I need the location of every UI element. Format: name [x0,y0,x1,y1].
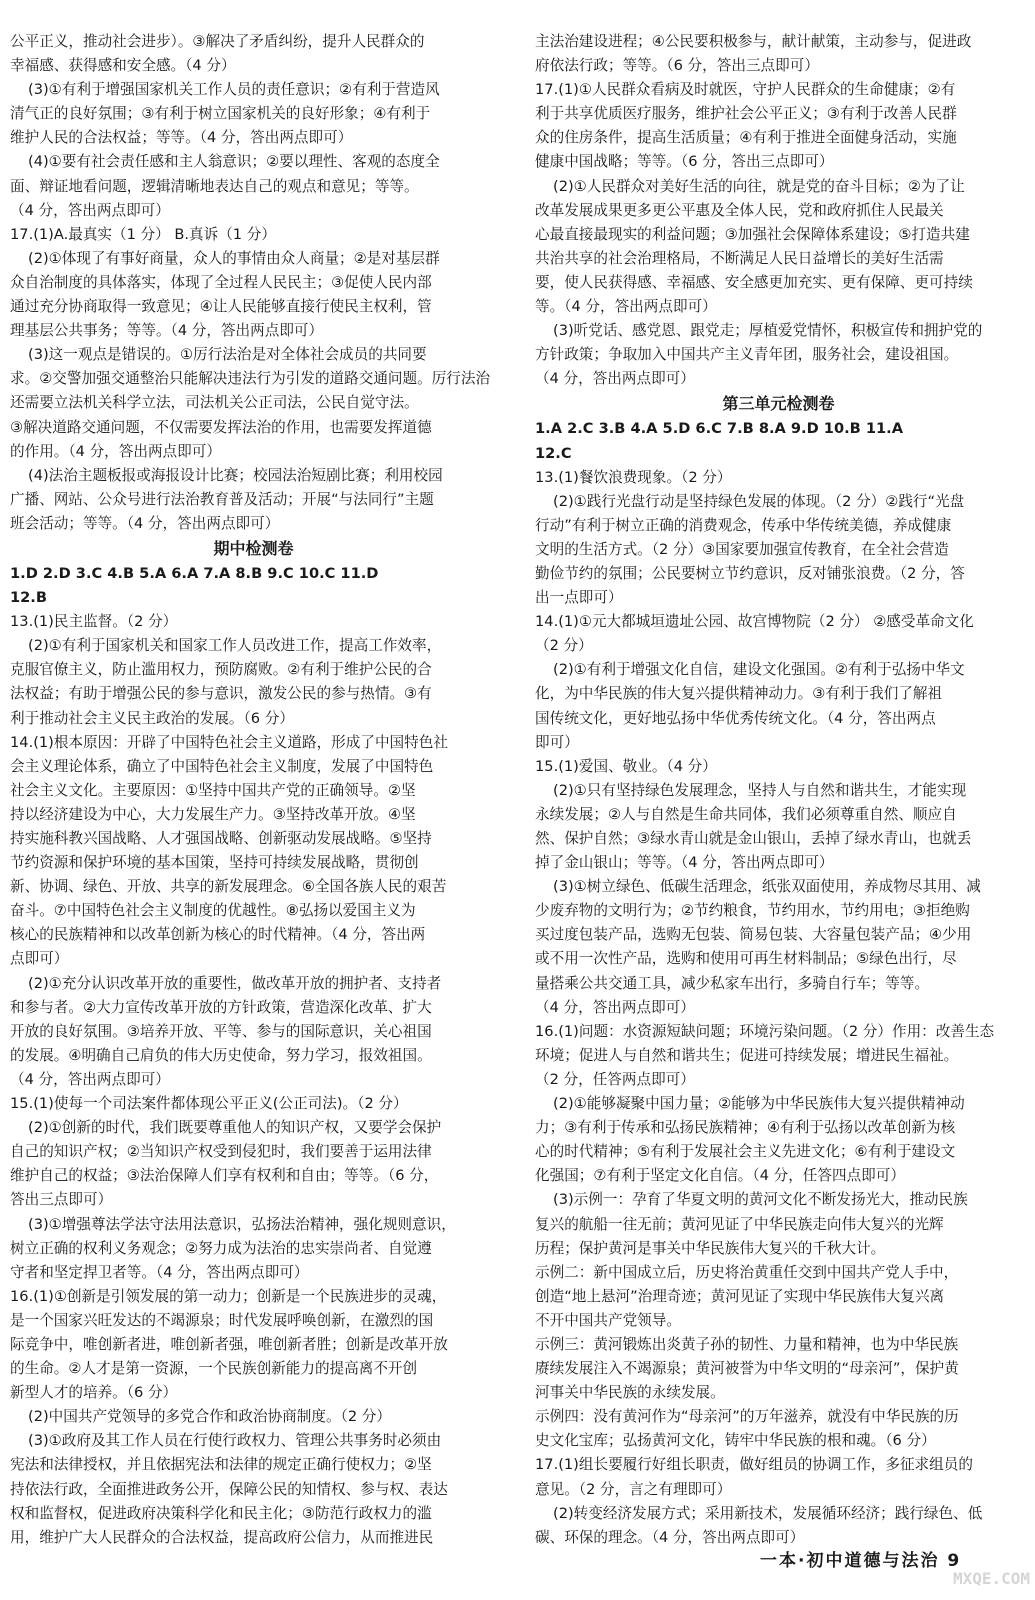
answer-line: (3)①增强尊法学法守法用法意识，弘扬法治精神，强化规则意识， [28,1215,456,1233]
answer-line: (2)①创新的时代，我们既要尊重他人的知识产权，又要学会保护 [28,1119,442,1137]
answer-line: 维护人民的合法权益；等等。（4 分，答出两点即可） [10,129,353,147]
answer-line: 利于共享优质医疗服务，维护社会公平正义；③有利于改善人民群 [535,105,957,123]
answer-line: (3)①有利于增强国家机关工作人员的责任意识；②有利于营造风 [28,81,440,99]
answer-line: 用，维护广大人民群众的合法权益，提高政府公信力，从而推进民 [10,1528,434,1546]
answer-line: (2)①践行光盘行动是坚持绿色发展的体现。（2 分）②践行“光盘 [553,492,965,510]
answer-line: 持依法行政，全面推进政务公开，保障公民的知情权、参与权、表达 [10,1480,448,1498]
answer-line: （4 分，答出两点即可） [10,201,170,219]
answer-line: (3)听党话、感党恩、跟党走；厚植爱党情怀，积极宣传和拥护党的 [553,322,983,340]
answer-line: 克服官僚主义，防止滥用权力，预防腐败。②有利于维护公民的合 [10,661,432,679]
answer-line: 新、协调、绿色、开放、共享的新发展理念。⑥全国各族人民的艰苦 [10,878,447,896]
answer-line: 少废弃物的文明行为；②节约粮食，节约用水，节约用电；③拒绝购 [535,902,970,920]
page-footer: 一本·初中道德与法治 9 [760,1551,962,1571]
answer-key-line: 1.D 2.D 3.C 4.B 5.A 6.A 7.A 8.B 9.C 10.C 11.D [10,564,379,582]
answer-line: 心最直接最现实的利益问题；③加强社会保障体系建设；⑤打造共建 [535,225,970,243]
answer-line: (2)①能够凝聚中国力量；②能够为中华民族伟大复兴提供精神动 [553,1095,965,1113]
answer-line: （4 分，答出两点即可） [10,1070,170,1088]
answer-line: 维护自己的权益；③法治保障人们享有权利和自由；等等。（6 分， [10,1167,439,1185]
answer-line: 13.(1)餐饮浪费现象。（2 分） [535,468,732,486]
answer-line: 心的时代精神；⑤有利于发展社会主义先进文化；⑥有利于建设文 [535,1143,956,1161]
answer-line: 力；③有利于传承和弘扬民族精神；④有利于弘扬以改革创新为核 [535,1119,956,1137]
answer-line: 权和监督权，促进政府决策科学化和民主化；③防范行政权力的滥 [10,1504,432,1522]
answer-line: 开放的良好氛围。③培养开放、平等、参与的国际意识，关心祖国 [10,1022,432,1040]
answer-line: 清气正的良好氛围；③有利于树立国家机关的良好形象；④有利于 [10,105,431,123]
answer-line: 赓续发展注入不竭源泉；黄河被誉为中华文明的“母亲河”，保护黄 [535,1360,959,1378]
answer-line: 守者和坚定捍卫者等。（4 分，答出两点即可） [10,1263,309,1281]
answer-line: 等。（4 分，答出两点即可） [535,298,717,316]
answer-line: 核心的民族精神和以改革创新为核心的时代精神。（4 分，答出两 [10,926,426,944]
answer-line: 树立正确的权利义务观念；②努力成为法治的忠实崇尚者、自觉遵 [10,1239,432,1257]
answer-line: 持实施科教兴国战略、人才强国战略、创新驱动发展战略。⑤坚持 [10,830,432,847]
answer-line: ③解决道路交通问题，不仅需要发挥法治的作用，也需要发挥道德 [10,418,432,436]
answer-line: 文明的生活方式。（2 分）③国家要加强宣传教育，在全社会营造 [535,540,949,558]
answer-line: 16.(1)①创新是引领发展的第一动力；创新是一个民族进步的灵魂， [10,1287,447,1305]
answer-line: (2)①有利于增强文化自信，建设文化强国。②有利于弘扬中华文 [553,661,965,679]
answer-line: 勤俭节约的氛围；公民要树立节约意识，反对铺张浪费。（2 分，答 [535,564,965,582]
answer-line: 公平正义，推动社会进步）。③解决了矛盾纠纷，提升人民群众的 [10,33,425,50]
section-heading: 期中检测卷 [213,538,294,558]
answer-key-line: 12.B [10,589,47,607]
answer-line: 会主义理论体系，确立了中国特色社会主义制度，发展了中国特色 [10,757,434,775]
answer-line: 河事关中华民族的永续发展。 [535,1384,725,1402]
answer-line: 13.(1)民主监督。（2 分） [10,613,178,631]
answer-line: 碳、环保的理念。（4 分，答出两点即可） [535,1528,805,1546]
answer-line: 买过度包装产品，选购无包装、简易包装、大容量包装产品；④少用 [535,926,972,944]
answer-line: 宪法和法律授权，并且依据宪法和法律的规定正确行使权力；②坚 [10,1456,432,1474]
answer-line: (2)中国共产党领导的多党合作和政治协商制度。（2 分） [28,1408,391,1426]
answer-line: 示例二：新中国成立后，历史将治黄重任交到中国共产党人手中， [535,1263,959,1281]
answer-line: 或不用一次性产品，选购和使用可再生材料制品；⑤绿色出行，尽 [535,950,957,968]
left-column [10,30,497,1550]
answer-line: 复兴的航船一往无前；黄河见证了中华民族走向伟大复兴的光辉 [535,1215,944,1233]
answer-line: 示例三：黄河锻炼出炎黄子孙的韧性、力量和精神，也为中华民族 [535,1335,959,1353]
answer-line: 出一点即可） [535,589,623,607]
answer-line: 共治共享的社会治理格局，不断满足人民日益增长的美好生活需 [535,249,944,267]
answer-key-line: 1.A 2.C 3.B 4.A 5.D 6.C 7.B 8.A 9.D 10.B 11.A [535,420,903,438]
answer-line: 要，使人民获得感、幸福感、安全感更加充实、更有保障、更可持续 [535,273,973,291]
answer-line: 17.(1)A.最真实（1 分） B.真诉（1 分） [10,225,276,243]
answer-key-line: 12.C [535,444,572,462]
answer-line: 众自治制度的具体落实，体现了全过程人民民主；③促使人民内部 [10,273,432,291]
section-heading: 第三单元检测卷 [722,394,835,414]
answer-line: 然、保护自然；③绿水青山就是金山银山，丢掉了绿水青山，也就丢 [535,830,972,847]
answer-line: 化，为中华民族的伟大复兴提供精神动力。③有利于我们了解祖 [535,685,943,703]
answer-line: 14.(1)根本原因：开辟了中国特色社会主义道路，形成了中国特色社 [10,733,448,751]
answer-line: 17.(1)①人民群众看病及时就医，守护人民群众的生命健康；②有 [535,81,956,99]
answer-line: (2)①充分认识改革开放的重要性，做改革开放的拥护者、支持者 [28,974,442,992]
answer-line: 奋斗。⑦中国特色社会主义制度的优越性。⑧弘扬以爱国主义为 [10,902,416,920]
answer-line: 主法治建设进程；④公民要积极参与，献计献策，主动参与，促进政 [535,33,972,50]
answer-line: (4)法治主题板报或海报设计比赛；校园法治短剧比赛；利用校园 [28,466,443,484]
answer-line: 社会主义文化。主要原因：①坚持中国共产党的正确领导。②坚 [10,781,416,799]
answer-line: (2)①有利于国家机关和国家工作人员改进工作，提高工作效率， [28,637,442,655]
answer-line: 新型人才的培养。（6 分） [10,1384,178,1402]
answer-line: （2 分） [535,637,593,655]
answer-line: 理基层公共事务；等等。（4 分，答出两点即可） [10,322,324,340]
answer-line: 法权益；有助于增强公民的参与意识，激发公民的参与热情。③有 [10,685,432,703]
answer-line: 掉了金山银山；等等。（4 分，答出两点即可） [535,854,834,872]
answer-line: 历程；保护黄河是事关中华民族伟大复兴的千秋大计。 [535,1239,886,1257]
answer-line: 方针政策；争取加入中国共产主义青年团，服务社会，建设祖国。 [535,346,959,364]
answer-line: (3)①树立绿色、低碳生活理念，纸张双面使用，养成物尽其用、减 [553,878,981,896]
answer-line: (2)①体现了有事好商量，众人的事情由众人商量；②是对基层群 [28,249,440,267]
answer-line: (4)①要有社会责任感和主人翁意识；②要以理性、客观的态度全 [28,153,440,171]
answer-line: 通过充分协商取得一致意见；④让人民能够直接行使民主权利，管 [10,298,432,316]
answer-line: 量搭乘公共交通工具，减少私家车出行，多骑自行车；等等。 [535,974,930,992]
answer-line: 利于推动社会主义民主政治的发展。（6 分） [10,709,294,727]
answer-line: 际竞争中，唯创新者进，唯创新者强，唯创新者胜；创新是改革开放 [10,1335,448,1353]
answer-line: 15.(1)爱国、敬业。（4 分） [535,757,717,775]
watermark-logo: MXQE.COM [952,1569,1030,1588]
answer-line: 国传统文化，更好地弘扬中华优秀传统文化。（4 分，答出两点 [535,709,936,727]
answer-line: 持以经济建设为中心，大力发展生产力。③坚持改革开放。④坚 [10,805,416,823]
answer-line: 点即可） [10,950,69,968]
answer-line: 健康中国战略；等等。（6 分，答出三点即可） [535,153,834,171]
answer-line: 广播、网站、公众号进行法治教育普及活动；开展“与法同行”主题 [10,490,434,508]
answer-line: 面、辩证地看问题，逻辑清晰地表达自己的观点和意见；等等。 [10,177,419,195]
answer-line: （4 分，答出两点即可） [535,998,695,1016]
answer-line: 永续发展；②人与自然是生命共同体，我们必须尊重自然、顺应自 [535,805,957,823]
answer-line: 还需要立法机关科学立法，司法机关公正司法，公民自觉守法。 [10,394,419,412]
answer-line: 的生命。②人才是第一资源，一个民族创新能力的提高离不开创 [10,1360,418,1378]
answer-line: 改革发展成果更多更公平惠及全体人民，党和政府抓住人民最关 [535,201,944,219]
answer-line: 环境；促进人与自然和谐共生；促进可持续发展；增进民生福祉。 [535,1046,959,1064]
answer-line: 的作用。（4 分，答出两点即可） [10,442,221,460]
answer-line: （2 分，任答两点即可） [535,1070,695,1088]
answer-line: 众的住房条件，提高生活质量；④有利于推进全面健身活动，实施 [535,129,957,147]
answer-line: 示例四：没有黄河作为“母亲河”的万年滋养，就没有中华民族的历 [535,1408,959,1426]
answer-line: 史文化宝库；弘扬黄河文化，铸牢中华民族的根和魂。（6 分） [535,1432,936,1450]
answer-line: 是一个国家兴旺发达的不竭源泉；时代发展呼唤创新，在激烈的国 [10,1311,434,1329]
answer-line: (2)①只有坚持绿色发展理念，坚持人与自然和谐共生，才能实现 [553,781,967,799]
answer-line: 的发展。④明确自己肩负的伟大历史使命，努力学习，报效祖国。 [10,1046,432,1064]
answer-line: 不开中国共产党领导。 [535,1311,681,1329]
answer-line: 即可） [535,733,579,751]
answer-line: 幸福感、获得感和安全感。（4 分） [10,57,236,75]
answer-line: 求。②交警加强交通整治只能解决违法行为引发的道路交通问题。厉行法治 [10,370,491,388]
answer-line: 意见。（2 分，言之有理即可） [535,1480,732,1498]
answer-line: (2)转变经济发展方式；采用新技术，发展循环经济；践行绿色、低 [553,1504,983,1522]
answer-line: 和参与者。②大力宣传改革开放的方针政策，营造深化改革、扩大 [10,998,432,1016]
answer-line: 答出三点即可） [10,1191,113,1209]
answer-line: (3)这一观点是错误的。①厉行法治是对全体社会成员的共同要 [28,346,427,364]
answer-line: (3)示例一：孕育了华夏文明的黄河文化不断发扬光大，推动民族 [553,1191,968,1209]
answer-line: (3)①政府及其工作人员在行使行政权力、管理公共事务时必须由 [28,1432,442,1450]
answer-line: 班会活动；等等。（4 分，答出两点即可） [10,514,280,532]
answer-line: 创造“地上悬河”治理奇迹；黄河见证了实现中华民族伟大复兴离 [535,1287,945,1305]
answer-line: 17.(1)组长要履行好组长职责，做好组员的协调工作，多征求组员的 [535,1456,973,1474]
answer-line: （4 分，答出两点即可） [535,370,695,388]
answer-line: 行动”有利于树立正确的消费观念，传承中华传统美德，养成健康 [535,516,952,534]
answer-line: (2)①人民群众对美好生活的向往，就是党的奋斗目标；②为了让 [553,177,965,195]
answer-line: 14.(1)①元大都城垣遗址公园、故宫博物院（2 分） ②感受革命文化 [535,613,974,631]
answer-line: 节约资源和保护环境的基本国策，坚持可持续发展战略，贯彻创 [10,854,419,872]
answer-line: 化强国；⑦有利于坚定文化自信。（4 分，任答四点即可） [535,1167,905,1185]
answer-line: 15.(1)使每一个司法案件都体现公平正义(公正司法)。（2 分） [10,1095,408,1113]
answer-line: 16.(1)问题：水资源短缺问题；环境污染问题。（2 分）作用：改善生态 [535,1022,995,1040]
answer-line: 自己的知识产权；②当知识产权受到侵犯时，我们要善于运用法律 [10,1143,432,1161]
right-column [535,30,1022,1550]
answer-line: 府依法行政；等等。（6 分，答出三点即可） [535,57,819,75]
